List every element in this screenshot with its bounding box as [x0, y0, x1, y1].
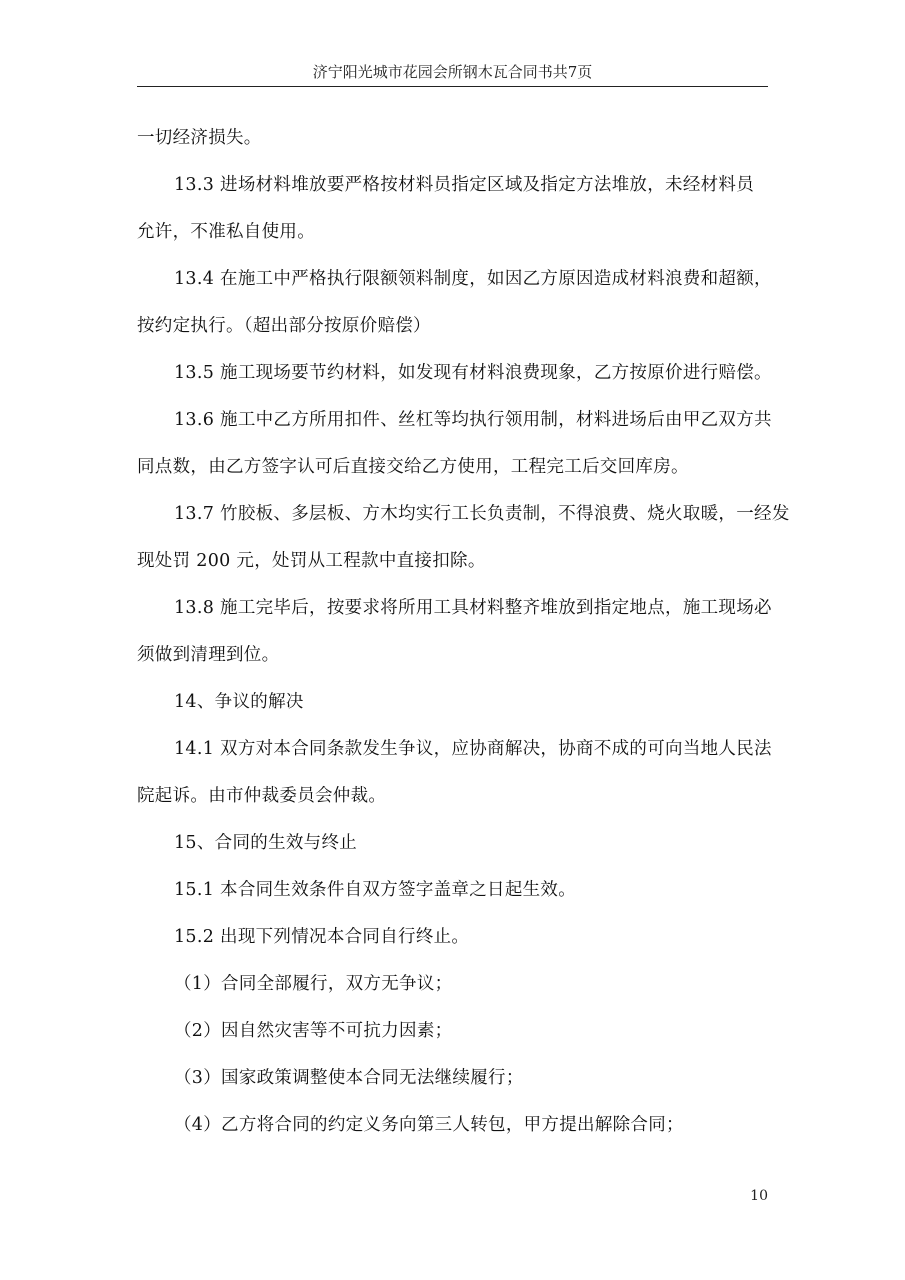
clause-13-6: 13.6 施工中乙方所用扣件、丝杠等均执行领用制，材料进场后由甲乙双方共 [174, 410, 772, 430]
clause-13-3: 13.3 进场材料堆放要严格按材料员指定区域及指定方法堆放，未经材料员 [174, 175, 755, 195]
clause-13-8: 13.8 施工完毕后，按要求将所用工具材料整齐堆放到指定地点，施工现场必 [174, 598, 772, 618]
clause-15-2: 15.2 出现下列情况本合同自行终止。 [174, 927, 470, 947]
text-line: 允许，不准私自使用。 [137, 222, 315, 242]
text-line: 一切经济损失。 [137, 128, 262, 148]
text-line: 须做到清理到位。 [137, 645, 280, 665]
clause-14-1: 14.1 双方对本合同条款发生争议，应协商解决，协商不成的可向当地人民法 [174, 739, 772, 759]
clause-13-4: 13.4 在施工中严格执行限额领料制度，如因乙方原因造成材料浪费和超额， [174, 269, 772, 289]
page-header-title: 济宁阳光城市花园会所钢木瓦合同书共7页 [312, 63, 593, 81]
clause-13-7: 13.7 竹胶板、多层板、方木均实行工长负责制，不得浪费、烧火取暖，一经发 [174, 504, 790, 524]
section-14-heading: 14、争议的解决 [174, 692, 304, 712]
text-line: 现处罚 200 元，处罚从工程款中直接扣除。 [137, 551, 486, 571]
list-item-3: （3）国家政策调整使本合同无法继续履行； [174, 1068, 524, 1088]
text-line: 院起诉。由市仲裁委员会仲裁。 [137, 786, 387, 806]
page-number: 10 [750, 1188, 768, 1204]
text-line: 同点数，由乙方签字认可后直接交给乙方使用，工程完工后交回库房。 [137, 457, 689, 477]
list-item-1: （1）合同全部履行，双方无争议； [174, 974, 453, 994]
list-item-2: （2）因自然灾害等不可抗力因素； [174, 1021, 453, 1041]
document-body [137, 115, 790, 1149]
text-line: 按约定执行。（超出部分按原价赔偿） [137, 316, 431, 336]
clause-13-5: 13.5 施工现场要节约材料，如发现有材料浪费现象，乙方按原价进行赔偿。 [174, 363, 772, 383]
clause-15-1: 15.1 本合同生效条件自双方签字盖章之日起生效。 [174, 880, 577, 900]
section-15-heading: 15、合同的生效与终止 [174, 833, 358, 853]
header-divider [137, 86, 768, 87]
list-item-4: （4）乙方将合同的约定义务向第三人转包，甲方提出解除合同； [174, 1115, 684, 1135]
